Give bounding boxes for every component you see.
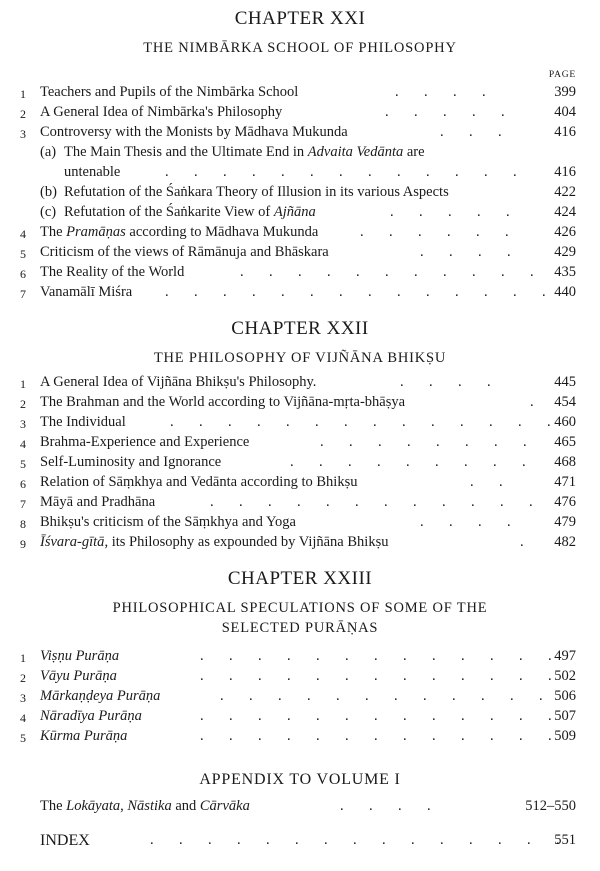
leader-dots: . . . . .: [385, 104, 505, 120]
entry-page: 479: [554, 514, 576, 530]
entry-page: 399: [554, 84, 576, 100]
entry-number: 6: [20, 267, 26, 281]
toc-subentry: [0, 184, 600, 205]
entry-page: 497: [554, 648, 576, 664]
entry-page: 454: [554, 394, 576, 410]
toc-entry: [0, 728, 600, 749]
entry-title: The Pramāṇas according to Mādhava Mukunda: [40, 224, 319, 240]
entry-title: Refutation of the Śaṅkarite View of Ajñāna: [64, 204, 316, 220]
toc-subentry: [0, 204, 600, 225]
entry-page: 440: [554, 284, 576, 300]
entry-title: Criticism of the views of Rāmānuja and Bhāskara: [40, 244, 329, 260]
entry-page: 416: [554, 124, 576, 140]
toc-entry: [0, 514, 600, 535]
leader-dots: . . . .: [400, 374, 491, 390]
toc-entry: [0, 374, 600, 395]
chapter-heading: CHAPTER XXIII: [227, 568, 373, 589]
toc-subentry-continuation: [0, 164, 600, 185]
leader-dots: .: [530, 394, 534, 410]
entry-marker: (c): [40, 204, 57, 220]
toc-entry: [0, 394, 600, 415]
entry-page: 422: [554, 184, 576, 200]
entry-number: 7: [20, 497, 26, 511]
entry-page: 429: [554, 244, 576, 260]
entry-number: 4: [20, 711, 26, 725]
entry-number: 3: [20, 691, 26, 705]
chapter-subtitle: THE PHILOSOPHY OF VIJÑĀNA BHIKṢU: [153, 350, 447, 366]
entry-number: 8: [20, 517, 26, 531]
entry-page: 468: [554, 454, 576, 470]
entry-number: 2: [20, 107, 26, 121]
toc-subentry: [0, 144, 600, 165]
entry-page: 404: [554, 104, 576, 120]
entry-number: 7: [20, 287, 26, 301]
leader-dots: . . . . . .: [360, 224, 509, 240]
entry-page: 506: [554, 688, 576, 704]
entry-page: 509: [554, 728, 576, 744]
entry-page: 502: [554, 668, 576, 684]
entry-number: 1: [20, 377, 26, 391]
entry-page: 482: [554, 534, 576, 550]
toc-entry: [0, 434, 600, 455]
entry-number: 1: [20, 651, 26, 665]
entry-page: 435: [554, 264, 576, 280]
entry-page: 551: [554, 832, 576, 848]
entry-number: 1: [20, 87, 26, 101]
entry-number: 5: [20, 731, 26, 745]
leader-dots: . . . . . . . . .: [290, 454, 526, 470]
entry-title: The Reality of the World: [40, 264, 185, 280]
entry-page: 416: [554, 164, 576, 180]
index-label: INDEX: [40, 832, 90, 849]
entry-number: 6: [20, 477, 26, 491]
entry-title: A General Idea of Vijñāna Bhikṣu's Philosophy.: [40, 374, 317, 390]
entry-number: 2: [20, 671, 26, 685]
entry-page: 445: [554, 374, 576, 390]
entry-title: Controversy with the Monists by Mādhava Mukunda: [40, 124, 348, 140]
leader-dots: . . . . . . . . . . . .: [220, 688, 543, 704]
leader-dots: . . . . . . . . . . . . .: [165, 164, 517, 180]
leader-dots: . . . . . . . .: [320, 434, 527, 450]
toc-entry: [0, 708, 600, 729]
toc-entry: [0, 454, 600, 475]
entry-page: 465: [554, 434, 576, 450]
toc-entry: [0, 224, 600, 245]
entry-title: Vanamālī Miśra: [40, 284, 133, 300]
leader-dots: . . .: [440, 124, 502, 140]
entry-title: The Main Thesis and the Ultimate End in Advaita Vedānta are: [64, 144, 425, 160]
toc-entry: [0, 494, 600, 515]
index-entry: [0, 832, 600, 853]
toc-entry: [0, 264, 600, 285]
toc-entry: [0, 244, 600, 265]
leader-dots: . . . . . . . . . . . . . .: [170, 414, 551, 430]
toc-entry: [0, 474, 600, 495]
leader-dots: .: [520, 534, 524, 550]
leader-dots: . . . .: [420, 514, 511, 530]
leader-dots: . .: [470, 474, 503, 490]
chapter-heading: CHAPTER XXI: [234, 8, 366, 29]
entry-number: 4: [20, 227, 26, 241]
entry-title: Mārkaṇḍeya Purāṇa: [40, 688, 161, 704]
entry-number: 9: [20, 537, 26, 551]
leader-dots: . . . . . . . . . . . . . .: [165, 284, 546, 300]
page-column-label: PAGE: [548, 70, 576, 80]
entry-number: 2: [20, 397, 26, 411]
leader-dots: . . . . . . . . . . . . . . .: [150, 832, 560, 848]
leader-dots: . . . .: [340, 798, 431, 814]
entry-marker: (b): [40, 184, 57, 200]
entry-title: The Individual: [40, 414, 126, 430]
entry-page: 426: [554, 224, 576, 240]
entry-number: 4: [20, 437, 26, 451]
toc-entry: [0, 124, 600, 145]
entry-title: The Lokāyata, Nāstika and Cārvāka: [40, 798, 250, 814]
leader-dots: . . . . . . . . . . . .: [210, 494, 533, 510]
entry-page: 512–550: [525, 798, 576, 814]
entry-title: Refutation of the Śaṅkara Theory of Illusion in its various Aspects: [64, 184, 449, 200]
toc-entry: [0, 534, 600, 555]
entry-title: Nāradīya Purāṇa: [40, 708, 142, 724]
leader-dots: . . . .: [420, 244, 511, 260]
entry-number: 3: [20, 417, 26, 431]
entry-page: 424: [554, 204, 576, 220]
entry-number: 3: [20, 127, 26, 141]
chapter-subtitle: SELECTED PURĀṆAS: [221, 620, 379, 636]
toc-entry: [0, 648, 600, 669]
toc-entry: [0, 84, 600, 105]
toc-entry: [0, 284, 600, 305]
appendix-entry: [0, 798, 600, 819]
entry-title: Relation of Sāṃkhya and Vedānta according to Bhikṣu: [40, 474, 358, 490]
appendix-heading: APPENDIX TO VOLUME I: [199, 771, 401, 788]
entry-number: 5: [20, 247, 26, 261]
toc-entry: [0, 688, 600, 709]
chapter-subtitle: PHILOSOPHICAL SPECULATIONS OF SOME OF THE: [112, 600, 488, 616]
entry-page: 507: [554, 708, 576, 724]
toc-entry: [0, 104, 600, 125]
entry-title: Vāyu Purāṇa: [40, 668, 117, 684]
leader-dots: . . . . . . . . . . . . .: [200, 708, 552, 724]
entry-page: 460: [554, 414, 576, 430]
chapter-subtitle: THE NIMBĀRKA SCHOOL OF PHILOSOPHY: [143, 40, 457, 56]
entry-marker: (a): [40, 144, 57, 160]
entry-title: Brahma-Experience and Experience: [40, 434, 250, 450]
entry-title: Self-Luminosity and Ignorance: [40, 454, 222, 470]
entry-title: Māyā and Pradhāna: [40, 494, 156, 510]
entry-page: 476: [554, 494, 576, 510]
entry-title: The Brahman and the World according to Vijñāna-mṛta-bhāṣya: [40, 394, 406, 410]
entry-title: Īśvara-gītā, its Philosophy as expounded by Vijñāna Bhikṣu: [40, 534, 389, 550]
leader-dots: . . . . . . . . . . . . .: [200, 648, 552, 664]
leader-dots: . . . . . . . . . . . . .: [200, 668, 552, 684]
entry-title: Viṣṇu Purāṇa: [40, 648, 120, 664]
entry-page: 471: [554, 474, 576, 490]
toc-entry: [0, 414, 600, 435]
leader-dots: . . . .: [395, 84, 486, 100]
chapter-heading: CHAPTER XXII: [231, 318, 369, 339]
entry-title: Bhikṣu's criticism of the Sāṃkhya and Yoga: [40, 514, 296, 530]
entry-number: 5: [20, 457, 26, 471]
entry-title-continued: untenable: [64, 164, 121, 180]
entry-title: A General Idea of Nimbārka's Philosophy: [40, 104, 283, 120]
entry-title: Teachers and Pupils of the Nimbārka School: [40, 84, 299, 100]
leader-dots: . . . . . . . . . . .: [240, 264, 534, 280]
leader-dots: . . . . .: [390, 204, 510, 220]
entry-title: Kūrma Purāṇa: [40, 728, 128, 744]
leader-dots: . . . . . . . . . . . . .: [200, 728, 552, 744]
toc-entry: [0, 668, 600, 689]
